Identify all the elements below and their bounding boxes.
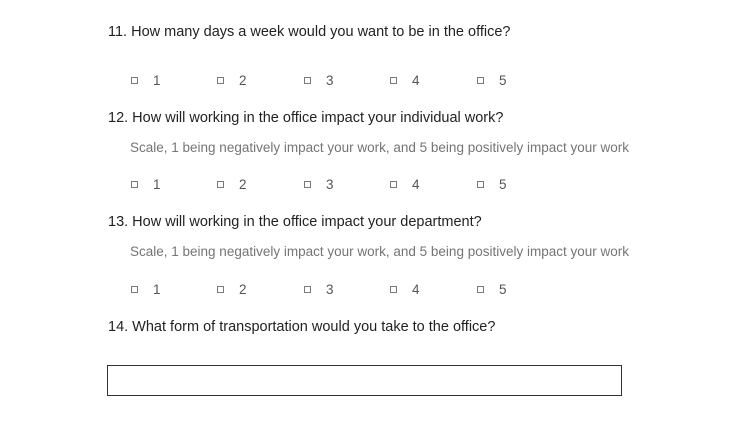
option-4[interactable] <box>390 70 420 90</box>
option-label: 5 <box>499 72 507 88</box>
option-2[interactable] <box>217 279 247 299</box>
question-title: 14. What form of transportation would you take to the office? <box>108 319 496 335</box>
option-row <box>0 174 736 194</box>
option-2[interactable] <box>217 70 247 90</box>
checkbox-icon[interactable] <box>390 77 397 84</box>
option-label: 3 <box>326 72 334 88</box>
checkbox-icon[interactable] <box>131 181 138 188</box>
option-label: 1 <box>153 281 161 297</box>
option-3[interactable] <box>304 70 334 90</box>
checkbox-icon[interactable] <box>304 181 311 188</box>
question-subtitle: Scale, 1 being negatively impact your work, and 5 being positively impact your work <box>130 244 629 259</box>
checkbox-icon[interactable] <box>304 77 311 84</box>
option-label: 4 <box>412 72 420 88</box>
option-4[interactable] <box>390 174 420 194</box>
option-3[interactable] <box>304 174 334 194</box>
question-title: 11. How many days a week would you want to be in the office? <box>108 24 511 40</box>
option-5[interactable] <box>477 70 507 90</box>
option-label: 1 <box>153 176 161 192</box>
checkbox-icon[interactable] <box>477 181 484 188</box>
option-row <box>0 279 736 299</box>
transportation-answer-field[interactable] <box>107 365 622 396</box>
option-2[interactable] <box>217 174 247 194</box>
checkbox-icon[interactable] <box>477 286 484 293</box>
question-title: 13. How will working in the office impact your department? <box>108 214 482 230</box>
question-subtitle: Scale, 1 being negatively impact your work, and 5 being positively impact your work <box>130 140 629 155</box>
option-row <box>0 70 736 90</box>
question-title: 12. How will working in the office impact your individual work? <box>108 110 504 126</box>
checkbox-icon[interactable] <box>217 77 224 84</box>
checkbox-icon[interactable] <box>217 286 224 293</box>
option-label: 3 <box>326 176 334 192</box>
checkbox-icon[interactable] <box>304 286 311 293</box>
option-label: 3 <box>326 281 334 297</box>
option-5[interactable] <box>477 174 507 194</box>
option-label: 5 <box>499 176 507 192</box>
checkbox-icon[interactable] <box>217 181 224 188</box>
option-1[interactable] <box>131 174 161 194</box>
checkbox-icon[interactable] <box>390 181 397 188</box>
checkbox-icon[interactable] <box>131 77 138 84</box>
option-5[interactable] <box>477 279 507 299</box>
option-1[interactable] <box>131 70 161 90</box>
checkbox-icon[interactable] <box>477 77 484 84</box>
option-label: 2 <box>239 176 247 192</box>
option-label: 5 <box>499 281 507 297</box>
checkbox-icon[interactable] <box>390 286 397 293</box>
option-label: 2 <box>239 281 247 297</box>
checkbox-icon[interactable] <box>131 286 138 293</box>
option-4[interactable] <box>390 279 420 299</box>
option-label: 4 <box>412 176 420 192</box>
option-1[interactable] <box>131 279 161 299</box>
option-label: 2 <box>239 72 247 88</box>
option-label: 1 <box>153 72 161 88</box>
option-3[interactable] <box>304 279 334 299</box>
option-label: 4 <box>412 281 420 297</box>
